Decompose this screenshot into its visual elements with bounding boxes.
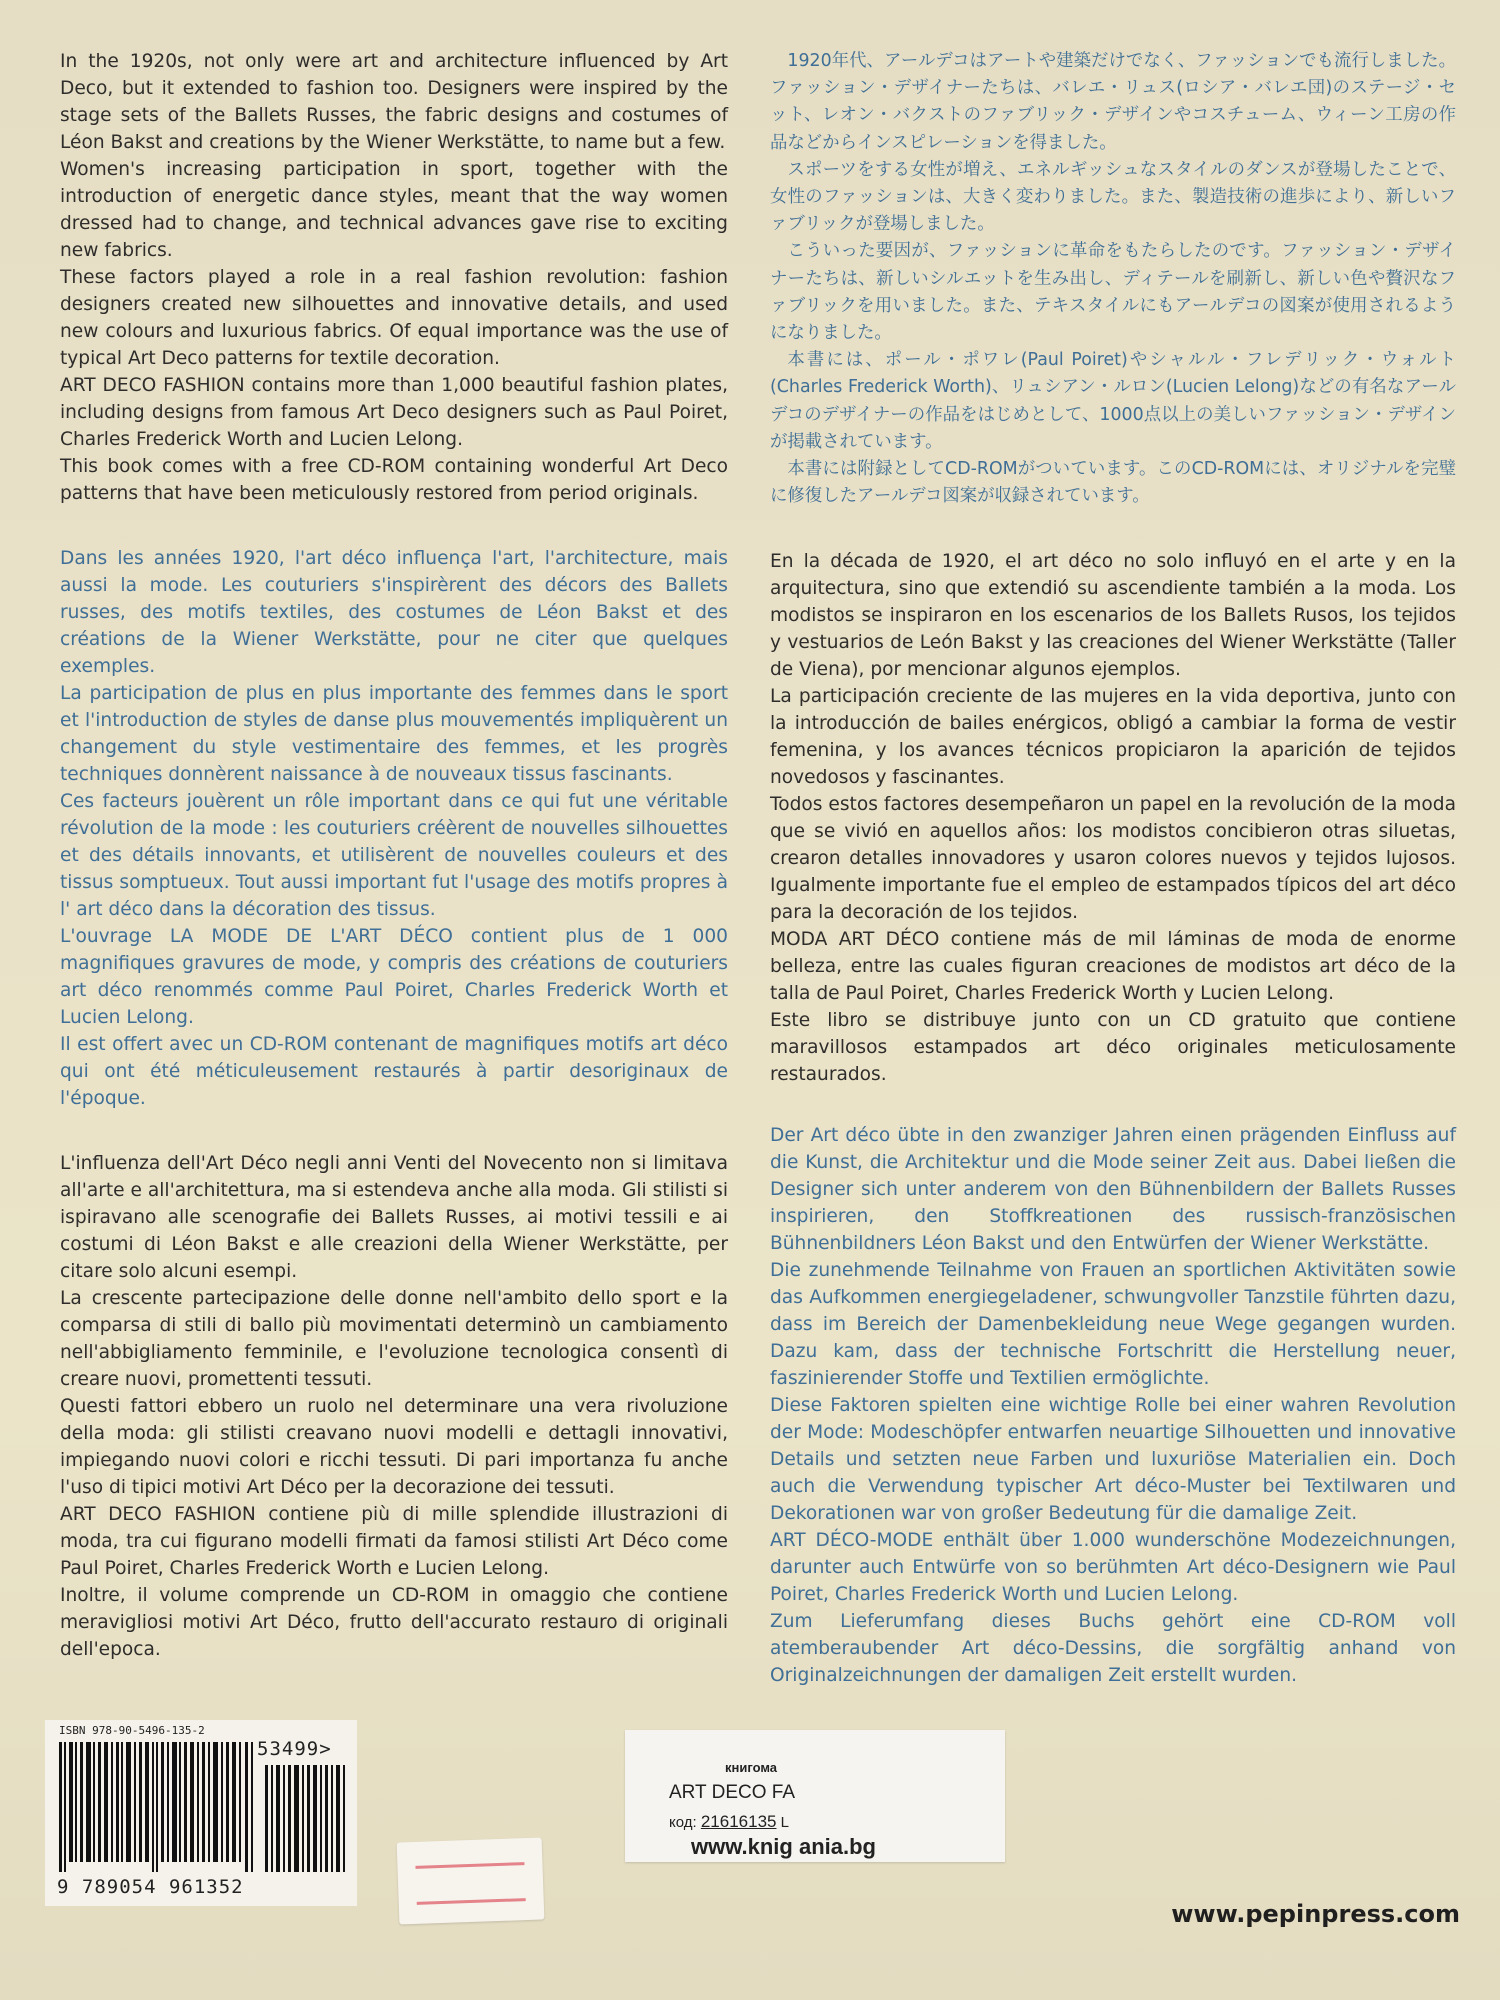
japanese-paragraph: 本書には、ポール・ポワレ(Paul Poiret)やシャルル・フレデリック・ウォルト(Charles Frederick Worth)、リュシアン・ルロン(Lucien Lelong)などの有名なアールデコのデザイナーの作品をはじめとして、1000点以上の美しいファッション・デザインが掲載されています。 <box>770 350 1456 452</box>
english-paragraph: Women's increasing participation in sport, together with the introduction of energetic dance styles, meant that the way women dressed had to change, and technical advances gave rise to exciting new fabrics. <box>60 159 728 261</box>
french-text <box>60 545 728 1112</box>
isbn-label: ISBN 978-90-5496-135-2 <box>59 1724 205 1737</box>
german-paragraph: Der Art déco übte in den zwanziger Jahren einen prägenden Einfluss auf die Kunst, die Architektur und die Mode seiner Zeit aus. Dabei ließen die Designer sich unter anderem von den Bühnenbildern der Ballets Russes inspirieren, den Stoffkreationen des russisch-französischen Bühnenbildners Léon Bakst und den Entwürfen der Wiener Werkstätte. <box>770 1125 1456 1255</box>
english-paragraph: In the 1920s, not only were art and architecture influenced by Art Deco, but it extended to fashion too. Designers were inspired by the stage sets of the Ballets Russes, the fabric designs and costumes of Léon Bakst and creations by the Wiener Werkstätte, to name but a few. <box>60 51 728 153</box>
italian-text <box>60 1150 728 1663</box>
back-cover-footer <box>0 1720 1500 2000</box>
shop-book-title: ART DECO FA <box>669 1782 795 1803</box>
bookshop-sticker <box>625 1730 1005 1862</box>
french-paragraph: Dans les années 1920, l'art déco influença l'art, l'architecture, mais aussi la mode. Les couturiers s'inspirèrent des décors des Ballets russes, des motifs textiles, des costumes de Léon Bakst et des créations de la Wiener Werkstätte, pour ne citer que quelques exemples. <box>60 548 728 677</box>
german-paragraph: Diese Faktoren spielten eine wichtige Rolle bei einer wahren Revolution der Mode: Modeschöpfer entwarfen neuartige Silhouetten und innovative Details und setzten neue Farben und luxuriöse Materialien ein. Doch auch die Verwendung typischer Art déco-Muster bei Textilwaren und Dekorationen war von großer Bedeutung für die damalige Zeit. <box>770 1395 1456 1525</box>
shop-url: www.knig ania.bg <box>691 1834 876 1859</box>
ean-digits: 9 789054 961352 <box>57 1876 244 1898</box>
spanish-text <box>770 548 1456 1088</box>
french-paragraph: Il est offert avec un CD-ROM contenant de magnifiques motifs art déco qui ont été méticuleusement restaurés à partir desoriginaux de l'époque. <box>60 1034 728 1109</box>
french-paragraph: Ces facteurs jouèrent un rôle important dans ce qui fut une véritable révolution de la mode : les couturiers créèrent de nouvelles silhouettes et des détails innovants, et utilisèrent de nouvelles couleurs et des tissus somptueux. Tout aussi important fut l'usage des motifs propres à l' art déco dans la décoration des tissus. <box>60 791 728 920</box>
italian-paragraph: La crescente partecipazione delle donne nell'ambito dello sport e la comparsa di stili di ballo più movimentati determinò un cambiamento nell'abbigliamento femminile, e l'evoluzione tecnologica consentì di creare nuovi, promettenti tessuti. <box>60 1288 728 1390</box>
german-text <box>770 1122 1456 1689</box>
japanese-paragraph: スポーツをする女性が増え、エネルギッシュなスタイルのダンスが登場したことで、女性のファッションは、大きく変わりました。また、製造技術の進歩により、新しいファブリックが登場しました。 <box>770 159 1456 235</box>
price-code: 53499> <box>257 1738 332 1760</box>
price-barcode-bars <box>263 1765 347 1872</box>
italian-paragraph: L'influenza dell'Art Déco negli anni Venti del Novecento non si limitava all'arte e all'architettura, ma si estendeva anche alla moda. Gli stilisti si ispiravano alle scenografie dei Ballets Russes, ai motivi tessili e ai costumi di Léon Bakst e alle creazioni della Wiener Werkstätte, per citare solo alcuni esempi. <box>60 1153 728 1282</box>
japanese-paragraph: こういった要因が、ファッションに革命をもたらしたのです。ファッション・デザイナーたちは、新しいシルエットを生み出し、ディテールを刷新し、新しい色や贅沢なファブリックを用いました。また、テキスタイルにもアールデコの図案が使用されるようになりました。 <box>770 241 1456 344</box>
german-paragraph: Die zunehmende Teilnahme von Frauen an sportlichen Aktivitäten sowie das Aufkommen energiegeladener, schwungvoller Tanzstile führten dazu, dass im Bereich der Damenbekleidung neue Wege gegangen wurden. Dazu kam, dass der technische Fortschritt die Herstellung neuer, faszinierender Stoffe und Textilien ermöglichte. <box>770 1260 1456 1390</box>
japanese-paragraph: 本書には附録としてCD-ROMがついています。このCD-ROMには、オリジナルを完璧に修復したアールデコ図案が収録されています。 <box>770 459 1456 507</box>
barcode-bars <box>57 1742 257 1872</box>
japanese-text <box>770 48 1456 510</box>
english-paragraph: This book comes with a free CD-ROM containing wonderful Art Deco patterns that have been meticulously restored from period originals. <box>60 456 728 504</box>
price-tag-line <box>417 1898 526 1905</box>
shop-name: книгома <box>725 1760 778 1775</box>
spanish-paragraph: En la década de 1920, el art déco no solo influyó en el arte y en la arquitectura, sino que extendió su ascendiente también a la moda. Los modistos se inspiraron en los escenarios de los Ballets Rusos, los tejidos y vestuarios de León Bakst y las creaciones del Wiener Werkstätte (Taller de Viena), por mencionar algunos ejemplos. <box>770 551 1456 681</box>
left-column <box>60 48 728 1663</box>
shop-code: 21616135 <box>700 1812 777 1831</box>
french-paragraph: L'ouvrage LA MODE DE L'ART DÉCO contient plus de 1 000 magnifiques gravures de mode, y compris des créations de couturiers art déco renommés comme Paul Poiret, Charles Frederick Worth et Lucien Lelong. <box>60 926 728 1028</box>
english-paragraph: These factors played a role in a real fashion revolution: fashion designers created new silhouettes and innovative details, and used new colours and luxurious fabrics. Of equal importance was the use of typical Art Deco patterns for textile decoration. <box>60 267 728 369</box>
german-paragraph: ART DÉCO-MODE enthält über 1.000 wunderschöne Modezeichnungen, darunter auch Entwürfe von so berühmten Art déco-Designern wie Paul Poiret, Charles Frederick Worth und Lucien Lelong. <box>770 1530 1456 1606</box>
shop-code-suffix: L <box>780 1814 789 1831</box>
price-tag-sticker <box>397 1837 545 1924</box>
right-column <box>770 48 1456 1689</box>
english-paragraph: ART DECO FASHION contains more than 1,000 beautiful fashion plates, including designs from famous Art Deco designers such as Paul Poiret, Charles Frederick Worth and Lucien Lelong. <box>60 375 728 450</box>
japanese-paragraph: 1920年代、アールデコはアートや建築だけでなく、ファッションでも流行しました。ファッション・デザイナーたちは、バレエ・リュス(ロシア・バレエ団)のステージ・セット、レオン・バクストのファブリック・デザインやコスチューム、ウィーン工房の作品などからインスピレーションを得ました。 <box>770 51 1456 153</box>
spanish-paragraph: Todos estos factores desempeñaron un papel en la revolución de la moda que se vivió en aquellos años: los modistos concibieron otras siluetas, crearon detalles innovadores y usaron colores nuevos y tejidos lujosos. Igualmente importante fue el empleo de estampados típicos del art déco para la decoración de los tejidos. <box>770 794 1456 924</box>
french-paragraph: La participation de plus en plus importante des femmes dans le sport et l'introduction de styles de danse plus mouvementés impliquèrent un changement du style vestimentaire des femmes, et les progrès techniques donnèrent naissance à de nouveaux tissus fascinants. <box>60 683 728 785</box>
spanish-paragraph: MODA ART DÉCO contiene más de mil láminas de moda de enorme belleza, entre las cuales figuran creaciones de modistos art déco de la talla de Paul Poiret, Charles Frederick Worth y Lucien Lelong. <box>770 929 1456 1005</box>
shop-code-label: код: <box>669 1814 697 1831</box>
price-tag-line <box>415 1862 524 1869</box>
italian-paragraph: ART DECO FASHION contiene più di mille splendide illustrazioni di moda, tra cui figurano modelli firmati da famosi stilisti Art Déco come Paul Poiret, Charles Frederick Worth e Lucien Lelong. <box>60 1504 728 1579</box>
isbn-barcode <box>45 1720 357 1906</box>
german-paragraph: Zum Lieferumfang dieses Buchs gehört eine CD-ROM voll atemberaubender Art déco-Dessins, die sorgfältig anhand von Originalzeichnungen der damaligen Zeit erstellt wurden. <box>770 1611 1456 1687</box>
spanish-paragraph: La participación creciente de las mujeres en la vida deportiva, junto con la introducción de bailes enérgicos, obligó a cambiar la forma de vestir femenina, y los avances técnicos propiciaron la aparición de tejidos novedosos y fascinantes. <box>770 686 1456 789</box>
spanish-paragraph: Este libro se distribuye junto con un CD gratuito que contiene maravillosos estampados art déco originales meticulosamente restaurados. <box>770 1010 1456 1086</box>
publisher-url: www.pepinpress.com <box>1171 1900 1460 1928</box>
english-text <box>60 48 728 507</box>
italian-paragraph: Inoltre, il volume comprende un CD-ROM in omaggio che contiene meravigliosi motivi Art Déco, frutto dell'accurato restauro di originali dell'epoca. <box>60 1585 728 1660</box>
italian-paragraph: Questi fattori ebbero un ruolo nel determinare una vera rivoluzione della moda: gli stilisti creavano nuovi modelli e dettagli innovativi, impiegando nuovi colori e ricchi tessuti. Di pari importanza fu anche l'uso di tipici motivi Art Déco per la decorazione dei tessuti. <box>60 1396 728 1498</box>
shop-code-row <box>669 1812 789 1832</box>
